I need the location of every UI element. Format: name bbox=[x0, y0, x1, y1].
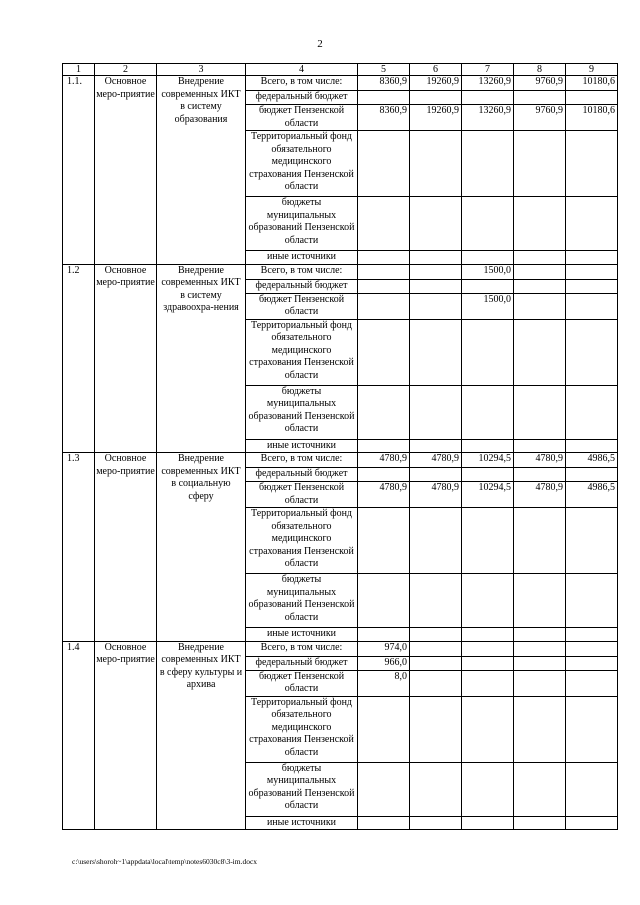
header-cell: 8 bbox=[514, 64, 566, 76]
value-cell bbox=[462, 439, 514, 453]
value-cell bbox=[462, 670, 514, 696]
header-cell: 7 bbox=[462, 64, 514, 76]
funding-source-label: иные источники bbox=[246, 628, 358, 642]
activity-code: 1.3 bbox=[63, 453, 95, 642]
funding-source-label: Территориальный фонд обязательного медицинского страхования Пензенской области bbox=[246, 508, 358, 574]
funding-source-label: Всего, в том числе: bbox=[246, 453, 358, 468]
value-cell bbox=[514, 264, 566, 279]
value-cell bbox=[514, 468, 566, 482]
value-cell bbox=[514, 91, 566, 105]
table-row bbox=[63, 453, 618, 468]
value-cell bbox=[358, 696, 410, 762]
value-cell bbox=[410, 468, 462, 482]
activity-code: 1.2 bbox=[63, 264, 95, 453]
value-cell bbox=[514, 641, 566, 656]
value-cell bbox=[514, 656, 566, 670]
value-cell bbox=[514, 762, 566, 816]
header-row bbox=[63, 64, 618, 76]
funding-source-label: бюджет Пензенской области bbox=[246, 482, 358, 508]
value-cell bbox=[358, 439, 410, 453]
value-cell bbox=[514, 670, 566, 696]
value-cell bbox=[566, 696, 618, 762]
value-cell bbox=[358, 628, 410, 642]
value-cell bbox=[358, 91, 410, 105]
funding-source-label: федеральный бюджет bbox=[246, 656, 358, 670]
value-cell bbox=[514, 508, 566, 574]
value-cell bbox=[566, 264, 618, 279]
value-cell: 19260,9 bbox=[410, 105, 462, 131]
header-cell: 2 bbox=[95, 64, 157, 76]
value-cell bbox=[410, 696, 462, 762]
value-cell bbox=[514, 131, 566, 197]
activity-name: Внедрение современных ИКТ в систему здравоохра-нения bbox=[157, 264, 246, 453]
activity-kind: Основное меро-приятие bbox=[95, 264, 157, 453]
value-cell bbox=[410, 385, 462, 439]
value-cell bbox=[566, 319, 618, 385]
funding-source-label: бюджеты муниципальных образований Пензенской области bbox=[246, 762, 358, 816]
value-cell bbox=[358, 319, 410, 385]
value-cell bbox=[462, 468, 514, 482]
value-cell bbox=[358, 197, 410, 251]
value-cell bbox=[410, 762, 462, 816]
value-cell bbox=[462, 816, 514, 830]
value-cell bbox=[514, 319, 566, 385]
value-cell bbox=[410, 91, 462, 105]
funding-source-label: бюджет Пензенской области bbox=[246, 293, 358, 319]
value-cell bbox=[410, 319, 462, 385]
file-path-footer: c:\users\shoroh~1\appdata\local\temp\notes6030c8\3-im.docx bbox=[72, 857, 258, 866]
value-cell bbox=[566, 385, 618, 439]
value-cell bbox=[410, 197, 462, 251]
value-cell bbox=[410, 628, 462, 642]
value-cell: 1500,0 bbox=[462, 293, 514, 319]
value-cell bbox=[566, 439, 618, 453]
value-cell bbox=[566, 293, 618, 319]
activity-code: 1.1. bbox=[63, 76, 95, 265]
value-cell bbox=[358, 264, 410, 279]
value-cell bbox=[410, 264, 462, 279]
value-cell bbox=[358, 762, 410, 816]
value-cell bbox=[462, 385, 514, 439]
value-cell bbox=[410, 508, 462, 574]
value-cell bbox=[410, 251, 462, 265]
value-cell bbox=[566, 197, 618, 251]
value-cell: 4986,5 bbox=[566, 482, 618, 508]
table-row bbox=[63, 641, 618, 656]
funding-source-label: Территориальный фонд обязательного медицинского страхования Пензенской области bbox=[246, 131, 358, 197]
value-cell bbox=[514, 293, 566, 319]
value-cell: 4780,9 bbox=[410, 453, 462, 468]
value-cell bbox=[358, 816, 410, 830]
value-cell bbox=[358, 468, 410, 482]
value-cell bbox=[462, 656, 514, 670]
value-cell bbox=[462, 197, 514, 251]
activity-kind: Основное меро-приятие bbox=[95, 641, 157, 830]
value-cell: 13260,9 bbox=[462, 76, 514, 91]
activity-kind: Основное меро-приятие bbox=[95, 453, 157, 642]
funding-source-label: федеральный бюджет bbox=[246, 91, 358, 105]
value-cell: 8360,9 bbox=[358, 76, 410, 91]
value-cell bbox=[514, 628, 566, 642]
value-cell: 4780,9 bbox=[358, 482, 410, 508]
value-cell bbox=[566, 574, 618, 628]
value-cell: 10294,5 bbox=[462, 482, 514, 508]
funding-source-label: бюджеты муниципальных образований Пензенской области bbox=[246, 574, 358, 628]
value-cell bbox=[462, 762, 514, 816]
value-cell bbox=[566, 641, 618, 656]
value-cell: 4780,9 bbox=[514, 453, 566, 468]
page-number: 2 bbox=[317, 38, 323, 50]
value-cell bbox=[566, 131, 618, 197]
value-cell bbox=[514, 251, 566, 265]
value-cell bbox=[358, 508, 410, 574]
value-cell: 1500,0 bbox=[462, 264, 514, 279]
value-cell bbox=[410, 641, 462, 656]
value-cell: 9760,9 bbox=[514, 76, 566, 91]
value-cell bbox=[514, 197, 566, 251]
funding-source-label: федеральный бюджет bbox=[246, 468, 358, 482]
value-cell: 10180,6 bbox=[566, 76, 618, 91]
value-cell bbox=[514, 816, 566, 830]
value-cell bbox=[462, 696, 514, 762]
header-cell: 9 bbox=[566, 64, 618, 76]
funding-source-label: Всего, в том числе: bbox=[246, 641, 358, 656]
value-cell bbox=[566, 251, 618, 265]
value-cell bbox=[410, 670, 462, 696]
value-cell bbox=[462, 131, 514, 197]
value-cell bbox=[566, 816, 618, 830]
value-cell: 974,0 bbox=[358, 641, 410, 656]
value-cell bbox=[566, 279, 618, 293]
header-cell: 5 bbox=[358, 64, 410, 76]
table-row bbox=[63, 264, 618, 279]
funding-source-label: бюджет Пензенской области bbox=[246, 670, 358, 696]
funding-source-label: бюджет Пензенской области bbox=[246, 105, 358, 131]
value-cell bbox=[462, 279, 514, 293]
value-cell: 4780,9 bbox=[514, 482, 566, 508]
value-cell bbox=[410, 574, 462, 628]
value-cell: 4986,5 bbox=[566, 453, 618, 468]
value-cell bbox=[410, 656, 462, 670]
value-cell bbox=[462, 628, 514, 642]
value-cell bbox=[514, 574, 566, 628]
value-cell: 8360,9 bbox=[358, 105, 410, 131]
value-cell bbox=[566, 468, 618, 482]
value-cell bbox=[462, 508, 514, 574]
value-cell bbox=[514, 696, 566, 762]
activity-kind: Основное меро-приятие bbox=[95, 76, 157, 265]
header-cell: 3 bbox=[157, 64, 246, 76]
value-cell: 8,0 bbox=[358, 670, 410, 696]
value-cell bbox=[566, 656, 618, 670]
value-cell bbox=[566, 670, 618, 696]
activity-name: Внедрение современных ИКТ в социальную сферу bbox=[157, 453, 246, 642]
activity-name: Внедрение современных ИКТ в сферу культуры и архива bbox=[157, 641, 246, 830]
value-cell bbox=[514, 439, 566, 453]
header-cell: 1 bbox=[63, 64, 95, 76]
funding-source-label: бюджеты муниципальных образований Пензенской области bbox=[246, 385, 358, 439]
value-cell bbox=[566, 628, 618, 642]
value-cell bbox=[462, 319, 514, 385]
value-cell: 9760,9 bbox=[514, 105, 566, 131]
value-cell bbox=[410, 439, 462, 453]
value-cell: 10180,6 bbox=[566, 105, 618, 131]
funding-source-label: иные источники bbox=[246, 439, 358, 453]
value-cell: 966,0 bbox=[358, 656, 410, 670]
header-cell: 6 bbox=[410, 64, 462, 76]
value-cell bbox=[566, 762, 618, 816]
activity-name: Внедрение современных ИКТ в систему образования bbox=[157, 76, 246, 265]
value-cell bbox=[514, 279, 566, 293]
value-cell bbox=[358, 385, 410, 439]
value-cell bbox=[358, 131, 410, 197]
value-cell bbox=[410, 131, 462, 197]
funding-source-label: иные источники bbox=[246, 816, 358, 830]
value-cell bbox=[410, 279, 462, 293]
value-cell: 19260,9 bbox=[410, 76, 462, 91]
funding-source-label: Всего, в том числе: bbox=[246, 76, 358, 91]
funding-source-label: федеральный бюджет bbox=[246, 279, 358, 293]
funding-source-label: Территориальный фонд обязательного медицинского страхования Пензенской области bbox=[246, 696, 358, 762]
value-cell: 4780,9 bbox=[358, 453, 410, 468]
value-cell bbox=[358, 279, 410, 293]
funding-table bbox=[62, 63, 618, 830]
header-cell: 4 bbox=[246, 64, 358, 76]
funding-source-label: бюджеты муниципальных образований Пензенской области bbox=[246, 197, 358, 251]
funding-source-label: Всего, в том числе: bbox=[246, 264, 358, 279]
funding-source-label: иные источники bbox=[246, 251, 358, 265]
value-cell: 10294,5 bbox=[462, 453, 514, 468]
value-cell bbox=[462, 574, 514, 628]
value-cell bbox=[566, 91, 618, 105]
value-cell bbox=[462, 251, 514, 265]
value-cell bbox=[410, 293, 462, 319]
value-cell: 13260,9 bbox=[462, 105, 514, 131]
value-cell bbox=[462, 641, 514, 656]
value-cell: 4780,9 bbox=[410, 482, 462, 508]
value-cell bbox=[566, 508, 618, 574]
table-row bbox=[63, 76, 618, 91]
value-cell bbox=[410, 816, 462, 830]
funding-source-label: Территориальный фонд обязательного медицинского страхования Пензенской области bbox=[246, 319, 358, 385]
value-cell bbox=[358, 574, 410, 628]
value-cell bbox=[358, 293, 410, 319]
value-cell bbox=[462, 91, 514, 105]
value-cell bbox=[514, 385, 566, 439]
value-cell bbox=[358, 251, 410, 265]
activity-code: 1.4 bbox=[63, 641, 95, 830]
